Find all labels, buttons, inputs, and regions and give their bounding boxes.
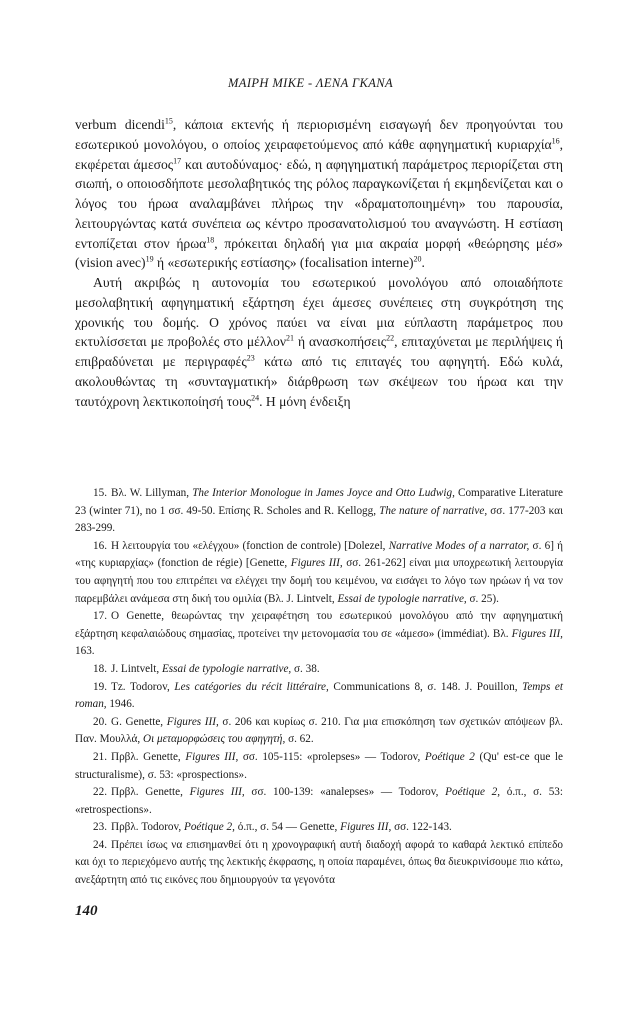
footnote-text: Πρβλ. Genette, xyxy=(110,750,186,763)
paragraph-text: verbum dicendi xyxy=(75,117,165,132)
footnote-text: σ. 38. xyxy=(291,662,320,675)
italic-title: Οι μεταμορφώσεις του αφηγητή, xyxy=(142,733,286,746)
footnote-text: G. Genette, xyxy=(110,715,167,728)
footnote-text: Tz. Todorov, xyxy=(110,680,175,693)
italic-title: Figures III, xyxy=(340,821,392,834)
italic-title: Figures III, xyxy=(189,786,245,799)
italic-title: Poétique 2, xyxy=(445,786,501,799)
footnote-ref: 18 xyxy=(206,234,215,244)
footnote-number: 23. xyxy=(93,821,107,834)
italic-title: Poétique 2, xyxy=(183,821,235,834)
paragraph-text: , εκφέρεται άμεσος xyxy=(75,136,563,172)
footnote-ref: 22 xyxy=(386,333,395,343)
footnote-23 xyxy=(75,819,563,837)
footnote-ref: 23 xyxy=(246,353,255,363)
footnote-18 xyxy=(75,661,563,679)
paragraph-2 xyxy=(75,273,563,411)
footnotes xyxy=(75,485,563,890)
footnote-ref: 20 xyxy=(413,254,422,264)
footnote-text: Comparative Literature 23 (winter 71), no 1 σσ. 49-50. Επίσης R. Scholes and R. Kellogg, xyxy=(75,487,564,517)
paragraph-text: ή ανασκοπήσεις xyxy=(293,334,387,350)
footnote-text: 1946. xyxy=(106,698,135,711)
footnote-text: Βλ. W. Lillyman, xyxy=(110,487,193,499)
paragraph-text: , κάποια εκτενής ή περιορισμένη εισαγωγή δεν προηγούνται του εσωτερικού μονολόγου, ο οποίος χειραφετούμενος από κάθε αφηγηματική κυριαρχία xyxy=(75,117,564,152)
italic-title: Figures III, xyxy=(290,557,343,570)
italic-title: Narrative Modes of a narrator, xyxy=(388,539,530,552)
footnote-text: Πρβλ. Todorov, xyxy=(110,821,184,834)
footnote-17 xyxy=(75,608,563,661)
footnote-text: σσ. 261-262] είναι μια υποχρεωτική λειτουργία του αφηγητή που του επιτρέπει να ελέγχει την δομή του κειμένου, να εισάγει το λόγο των ηρώων ή να τον παρεμβάλει ανάμεσα στη δική του ομιλία (Βλ. J. Lintvelt, xyxy=(75,557,563,605)
italic-title: Essai de typologie narrative, xyxy=(337,592,467,605)
footnote-24 xyxy=(75,837,563,890)
paragraph-text: . xyxy=(421,255,425,271)
paragraph-text: ή «εσωτερικής εστίασης» (focalisation interne) xyxy=(153,255,414,271)
paragraph-text: , επιταχύνεται με περιλήψεις ή επιβραδύνεται με περιγραφές xyxy=(75,334,563,369)
footnote-text: ό.π., σ. 54 — Genette, xyxy=(234,821,341,834)
main-text xyxy=(75,115,563,411)
footnote-text: J. Lintvelt, xyxy=(110,662,162,675)
footnote-text: Communications 8, σ. 148. J. Pouillon, xyxy=(328,680,523,693)
italic-title: Figures III, xyxy=(185,750,239,763)
footnote-text: (Qu' est-ce que le structuralisme), σ. 53: «prospections». xyxy=(75,750,563,781)
running-head: ΜΑΙΡΗ ΜΙΚΕ - ΛΕΝΑ ΓΚΑΝΑ xyxy=(227,76,394,90)
italic-title: Poétique 2 xyxy=(424,750,475,763)
paragraph-text: . Η μόνη ένδειξη xyxy=(259,393,351,409)
footnote-number: 24. xyxy=(93,838,107,851)
footnote-ref: 16 xyxy=(551,136,560,146)
footnote-text: Η λειτουργία του «ελέγχου» (fonction de controle) [Dolezel, xyxy=(110,539,389,552)
italic-title: The nature of narrative, xyxy=(379,504,488,517)
footnote-number: 21. xyxy=(93,750,107,763)
footnote-16 xyxy=(75,538,563,608)
footnote-15 xyxy=(75,485,563,538)
footnote-number: 20. xyxy=(93,715,107,728)
footnote-19 xyxy=(75,679,563,714)
italic-title: Temps et roman, xyxy=(75,680,563,711)
footnote-ref: 15 xyxy=(164,116,173,126)
footnote-number: 17. xyxy=(93,610,107,623)
footnote-text: σ. 206 και κυρίως σ. 210. Για μια επισκόπηση των σχετικών απόψεων βλ. Παν. Μουλλά, xyxy=(75,715,563,746)
footnote-text: 163. xyxy=(75,645,95,658)
footnote-text: Πρβλ. Genette, xyxy=(110,786,190,799)
footnote-number: 22. xyxy=(93,786,107,799)
footnote-text: ό.π., σ. 53: «retrospections». xyxy=(75,786,563,816)
footnote-text: σσ. 100-139: «analepses» — Todorov, xyxy=(244,786,446,799)
footnote-text: Ο Genette, θεωρώντας την χειραφέτηση του εσωτερικού μονολόγου από την αφηγηματική εξάρτηση κεφαλαιώδους σημασίας, προτείνει την μετονομασία του σε «άμεσο» (immédiat). Βλ. xyxy=(75,610,563,640)
page-number: 140 xyxy=(75,903,98,919)
footnote-text: σ. 62. xyxy=(285,733,314,746)
footnote-ref: 24 xyxy=(251,392,260,402)
footnote-text: Πρέπει ίσως να επισημανθεί ότι η χρονογραφική αυτή διαδοχή αφορά το καθαρά λεκτικό επίπεδο και όχι το περιεχόμενο αυτής της λεκτικής έκφρασης, η οποία παραμένει, όπως θα διευκρινίσουμε πιο κάτω, ανεξάρτητη από τις εικόνες που δημιουργούν τα γεγονότα xyxy=(75,838,563,887)
footnote-21 xyxy=(75,749,563,784)
footnote-number: 18. xyxy=(93,662,107,675)
italic-title: Figures III, xyxy=(511,627,563,640)
footnote-text: σσ. 105-115: «prolepses» — Todorov, xyxy=(238,750,425,763)
paragraph-text: κάτω από τις επιταγές του αφηγητή. Εδώ κυλά, ακολουθώντας τη «συνταγματική» διάρθρωση των σκέψεων του ήρωα και την ταυτόχρονη λεκτικοποίησή τους xyxy=(75,354,563,409)
footnote-number: 15. xyxy=(93,487,107,499)
footnote-text: σσ. 122-143. xyxy=(391,821,452,834)
footnote-text: σ. 25). xyxy=(466,592,499,605)
footnote-ref: 19 xyxy=(145,254,154,264)
footnote-number: 16. xyxy=(93,539,107,552)
footnote-text: σ. 6] ή «της κυριαρχίας» (fonction de régie) [Genette, xyxy=(75,539,563,570)
footnote-ref: 21 xyxy=(285,333,294,343)
footnote-text: σσ. 177-203 και 283-299. xyxy=(75,504,564,535)
footnote-number: 19. xyxy=(93,680,107,693)
footnote-20 xyxy=(75,714,563,749)
paragraph-text: και αυτοδύναμος· εδώ, η αφηγηματική παράμετρος περιορίζεται στη σιωπή, ο οποιοσδήποτε μεσολαβητικός της ρόλος παραγκωνίζεται ή εκμηδενίζεται και ο λόγος του ήρωα αναλαμβάνει πλήρως την «δραματοποιημένη» του παρουσία, λειτουργώντας κατά συνέπεια ως κέντρο προσανατολισμού του αναγνώστη. Η εστίαση εντοπίζεται στον ήρωα xyxy=(75,156,563,251)
italic-title: The Interior Monologue in James Joyce and Otto Ludwig, xyxy=(192,487,455,499)
italic-title: Figures III, xyxy=(166,715,219,728)
italic-title: Les catégories du récit littéraire, xyxy=(174,680,329,693)
italic-title: Essai de typologie narrative, xyxy=(161,662,292,675)
paragraph-text: Αυτή ακριβώς η αυτονομία του εσωτερικού μονολόγου από οποιαδήποτε μεσολαβητική αφηγηματική εξάρτηση έχει άμεσες συνέπειες στη συγκρότηση της χρονικής του δομής. Ο χρόνος παύει να είναι μια εύπλαστη παράμετρος που εκτυλίσσεται με προβολές στο μέλλον xyxy=(75,275,563,350)
paragraph-1 xyxy=(75,115,563,273)
paragraph-text: , πρόκειται δηλαδή για μια ακραία μορφή «θεώρησης μέσ» (vision avec) xyxy=(75,235,563,271)
footnote-ref: 17 xyxy=(173,155,182,165)
footnote-22 xyxy=(75,784,563,819)
